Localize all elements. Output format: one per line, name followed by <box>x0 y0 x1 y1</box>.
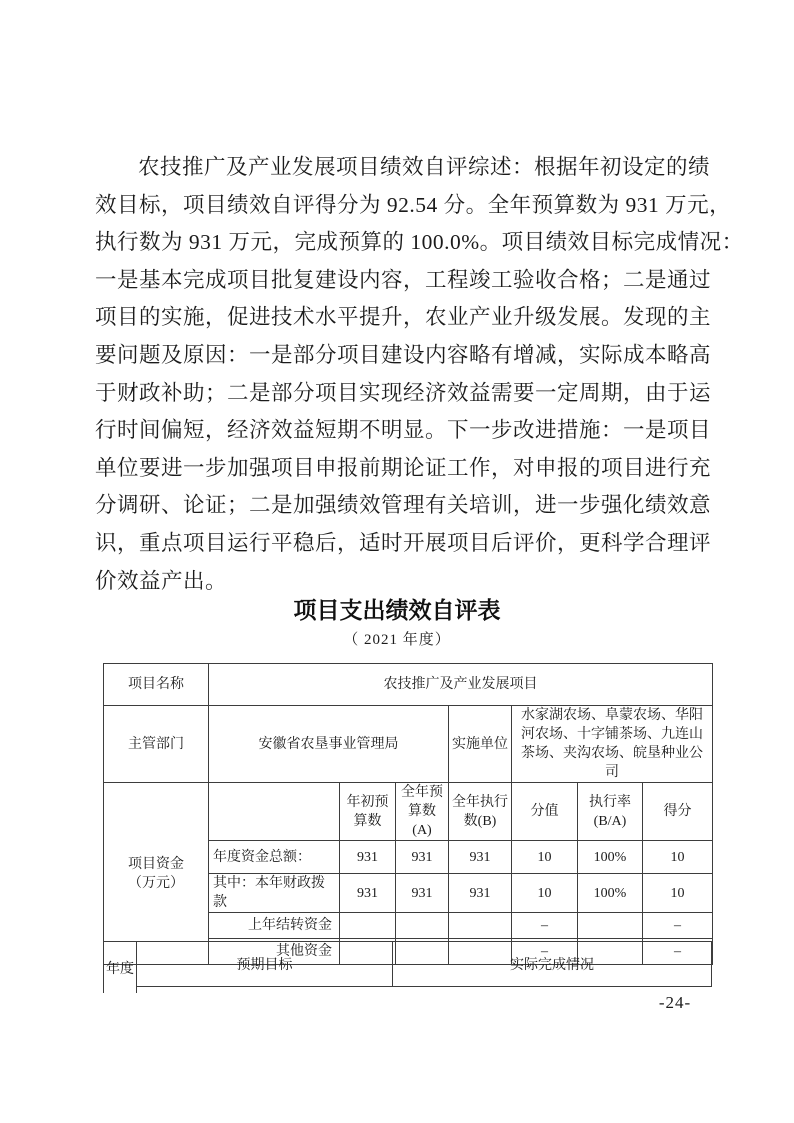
fund-row-label: 其他资金 <box>209 939 340 965</box>
table-title: 项目支出绩效自评表 <box>293 597 501 623</box>
summary-line: 于财政补助；二是部分项目实现经济效益需要一定周期，由于运 <box>95 380 712 405</box>
fund-cell <box>340 913 396 939</box>
fund-cell: 100% <box>578 841 643 874</box>
fund-cell: 931 <box>340 874 396 913</box>
self-evaluation-summary <box>95 149 744 600</box>
fund-cell: 10 <box>512 841 578 874</box>
performance-self-evaluation-table <box>103 663 713 965</box>
page-number: -24- <box>658 993 692 1012</box>
fund-cell <box>449 913 512 939</box>
table-subtitle: （ 2021 年度） <box>343 632 451 648</box>
project-name-value: 农技推广及产业发展项目 <box>209 664 713 706</box>
funds-label-line1: 项目资金 <box>128 856 184 872</box>
summary-line: 效目标，项目绩效自评得分为 92.54 分。全年预算数为 931 万元， <box>95 192 732 217</box>
expected-goal-header: 预期目标 <box>137 942 393 986</box>
summary-line: 一是基本完成项目批复建设内容，工程竣工验收合格；二是通过 <box>95 267 712 292</box>
dept-value: 安徽省农垦事业管理局 <box>209 706 449 783</box>
fund-row-label: 其中：本年财政拨款 <box>209 874 340 913</box>
fund-cell: 10 <box>643 874 713 913</box>
fund-cell <box>396 913 449 939</box>
funds-row-label-header <box>209 783 340 841</box>
fund-cell: 100% <box>578 874 643 913</box>
impl-unit-label: 实施单位 <box>449 706 512 783</box>
summary-line: 要问题及原因：一是部分项目建设内容略有增减，实际成本略高 <box>95 342 712 367</box>
fund-cell: – <box>512 939 578 965</box>
summary-line: 执行数为 931 万元，完成预算的 100.0%。项目绩效目标完成情况： <box>95 230 744 255</box>
fund-row-label: 年度资金总额： <box>209 841 340 874</box>
col-header-initial-budget: 年初预算数 <box>340 783 396 841</box>
fund-cell: 931 <box>449 841 512 874</box>
fund-cell: 10 <box>643 841 713 874</box>
col-header-exec-rate: 执行率(B/A) <box>578 783 643 841</box>
col-header-annual-budget: 全年预算数(A) <box>396 783 449 841</box>
fund-cell: – <box>643 913 713 939</box>
summary-line: 农技推广及产业发展项目绩效自评综述：根据年初设定的绩 <box>138 155 711 179</box>
fund-row-label: 上年结转资金 <box>209 913 340 939</box>
col-header-weight: 分值 <box>512 783 578 841</box>
fund-cell: – <box>643 939 713 965</box>
summary-line: 项目的实施，促进技术水平提升，农业产业升级发展。发现的主 <box>95 305 712 330</box>
fund-cell <box>578 913 643 939</box>
impl-unit-value: 水家湖农场、阜蒙农场、华阳河农场、十字铺茶场、九连山茶场、夹沟农场、皖垦种业公司 <box>512 706 713 783</box>
col-header-score: 得分 <box>643 783 713 841</box>
summary-line: 识，重点项目运行平稳后，适时开展项目后评价，更科学合理评 <box>95 530 712 555</box>
fund-cell: 931 <box>449 874 512 913</box>
summary-line: 单位要进一步加强项目申报前期论证工作，对申报的项目进行充 <box>95 455 712 480</box>
funds-label-line2: （万元） <box>128 875 184 891</box>
summary-line: 分调研、论证；二是加强绩效管理有关培训，进一步强化绩效意 <box>95 493 712 518</box>
col-header-executed: 全年执行数(B) <box>449 783 512 841</box>
fund-cell: – <box>512 913 578 939</box>
goals-row <box>137 941 712 987</box>
fund-cell: 931 <box>396 841 449 874</box>
year-cell: 年度 <box>103 941 137 993</box>
funds-label <box>104 783 209 965</box>
project-name-label: 项目名称 <box>104 664 209 706</box>
fund-cell: 931 <box>396 874 449 913</box>
fund-cell: 10 <box>512 874 578 913</box>
dept-label: 主管部门 <box>104 706 209 783</box>
fund-cell: 931 <box>340 841 396 874</box>
actual-completion-header: 实际完成情况 <box>510 958 594 973</box>
summary-line: 价效益产出。 <box>95 568 228 593</box>
summary-line: 行时间偏短，经济效益短期不明显。下一步改进措施：一是项目 <box>95 418 712 443</box>
